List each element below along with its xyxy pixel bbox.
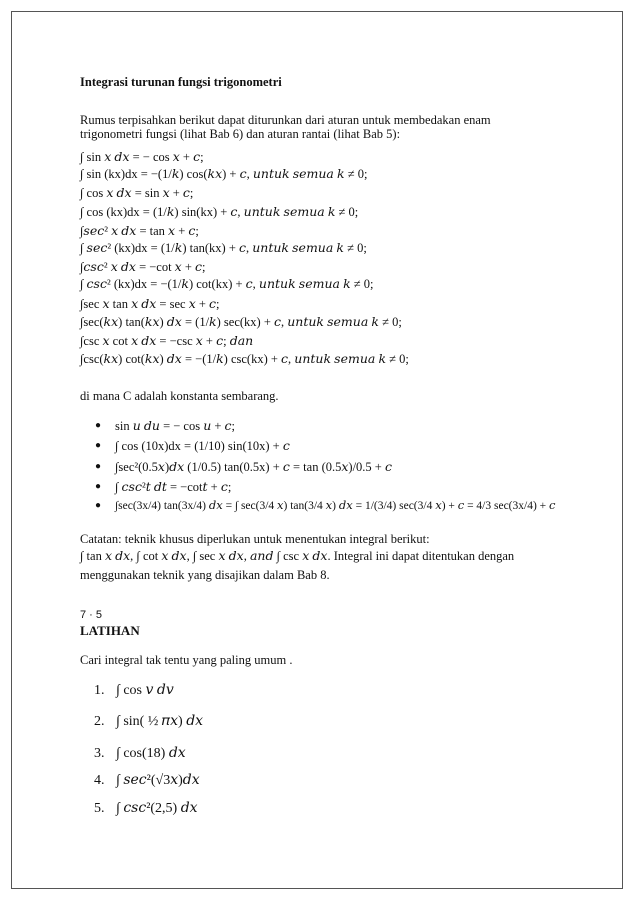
exercise-expression: ∫ cos(18) 𝑑𝑥 [116, 746, 186, 761]
formula-1: ∫ sin 𝑥 𝑑𝑥 = − cos 𝑥 + 𝑐; [80, 150, 204, 164]
constant-note: di mana C adalah konstanta sembarang. [80, 389, 279, 403]
exercise-number: 4. [94, 773, 105, 788]
exercise-1 [94, 682, 174, 699]
formula-4: ∫ cos (kx)dx = (1/𝑘) sin(kx) + 𝑐, 𝑢𝑛𝑡𝑢𝑘 𝑠𝑒𝑚𝑢𝑎 𝑘 ≠ 0; [80, 205, 359, 219]
formula-6: ∫ 𝑠𝑒𝑐² (kx)dx = (1/𝑘) tan(kx) + 𝑐, 𝑢𝑛𝑡𝑢𝑘 𝑠𝑒𝑚𝑢𝑎 𝑘 ≠ 0; [80, 241, 367, 255]
formula-9: ∫sec 𝑥 tan 𝑥 𝑑𝑥 = sec 𝑥 + 𝑐; [80, 297, 220, 311]
formula-11: ∫csc 𝑥 cot 𝑥 𝑑𝑥 = −csc 𝑥 + 𝑐; 𝑑𝑎𝑛 [80, 334, 254, 348]
intro-line-2: trigonometri fungsi (lihat Bab 6) dan aturan rantai (lihat Bab 5): [80, 127, 401, 141]
formula-2: ∫ sin (kx)dx = −(1/𝑘) cos(𝑘𝑥) + 𝑐, 𝑢𝑛𝑡𝑢𝑘 𝑠𝑒𝑚𝑢𝑎 𝑘 ≠ 0; [80, 167, 368, 181]
bullet-icon: ● [95, 420, 102, 431]
intro-line-1: Rumus terpisahkan berikut dapat diturunkan dari aturan untuk membedakan enam [80, 113, 491, 127]
bullet-icon: ● [95, 440, 102, 451]
example-2: ∫ cos (10x)dx = (1/10) sin(10x) + 𝑐 [115, 439, 290, 453]
note-line-3: menggunakan teknik yang disajikan dalam Bab 8. [80, 568, 330, 582]
exercise-expression: ∫ 𝑠𝑒𝑐²(√3𝑥)𝑑𝑥 [116, 773, 200, 788]
exercise-expression: ∫ sin( ½ 𝜋𝑥) 𝑑𝑥 [116, 714, 204, 729]
formula-5: ∫𝑠𝑒𝑐² 𝑥 𝑑𝑥 = tan 𝑥 + 𝑐; [80, 224, 199, 238]
formula-7: ∫𝑐𝑠𝑐² 𝑥 𝑑𝑥 = −cot 𝑥 + 𝑐; [80, 260, 206, 274]
exercise-expression: ∫ 𝑐𝑠𝑐²(2,5) 𝑑𝑥 [116, 801, 198, 816]
note-line-2: ∫ tan 𝑥 𝑑𝑥, ∫ cot 𝑥 𝑑𝑥, ∫ sec 𝑥 𝑑𝑥, 𝑎𝑛𝑑 ∫ csc 𝑥 𝑑𝑥. Integral ini dapat ditentukan dengan [80, 549, 515, 563]
exercise-number: 1. [94, 683, 105, 698]
exercise-number: 2. [94, 714, 105, 729]
bullet-icon: ● [95, 481, 102, 492]
bullet-icon: ● [95, 500, 102, 511]
latihan-title: LATIHAN [80, 623, 140, 638]
exercise-3 [94, 745, 186, 762]
formula-12: ∫csc(𝑘𝑥) cot(𝑘𝑥) 𝑑𝑥 = −(1/𝑘) csc(kx) + 𝑐, 𝑢𝑛𝑡𝑢𝑘 𝑠𝑒𝑚𝑢𝑎 𝑘 ≠ 0; [80, 352, 409, 366]
example-4: ∫ 𝑐𝑠𝑐²𝑡 𝑑𝑡 = −cot𝑡 + 𝑐; [115, 480, 232, 494]
exercise-4 [94, 772, 200, 789]
bullet-icon: ● [95, 461, 102, 472]
example-5: ∫sec(3x/4) tan(3x/4) 𝑑𝑥 = ∫ sec(3/4 𝑥) tan(3/4 𝑥) 𝑑𝑥 = 1/(3/4) sec(3/4 𝑥) + 𝑐 = 4/3 sec(3x/4) + 𝑐 [115, 500, 556, 512]
section-number: 7 · 5 [80, 609, 103, 621]
exercise-expression: ∫ cos 𝑣 𝑑𝑣 [116, 683, 174, 698]
exercise-number: 3. [94, 746, 105, 761]
exercise-2 [94, 713, 203, 730]
formula-10: ∫sec(𝑘𝑥) tan(𝑘𝑥) 𝑑𝑥 = (1/𝑘) sec(kx) + 𝑐, 𝑢𝑛𝑡𝑢𝑘 𝑠𝑒𝑚𝑢𝑎 𝑘 ≠ 0; [80, 315, 402, 329]
formula-3: ∫ cos 𝑥 𝑑𝑥 = sin 𝑥 + 𝑐; [80, 186, 194, 200]
formula-8: ∫ 𝑐𝑠𝑐² (kx)dx = −(1/𝑘) cot(kx) + 𝑐, 𝑢𝑛𝑡𝑢𝑘 𝑠𝑒𝑚𝑢𝑎 𝑘 ≠ 0; [80, 277, 374, 291]
exercise-number: 5. [94, 801, 105, 816]
note-line-1: Catatan: teknik khusus diperlukan untuk menentukan integral berikut: [80, 532, 430, 546]
latihan-instruction: Cari integral tak tentu yang paling umum . [80, 653, 293, 667]
example-3: ∫sec²(0.5𝑥)𝑑𝑥 (1/0.5) tan(0.5x) + 𝑐 = tan (0.5𝑥)/0.5 + 𝑐 [115, 460, 392, 474]
section-title: Integrasi turunan fungsi trigonometri [80, 75, 282, 89]
exercise-5 [94, 800, 198, 817]
example-1: sin 𝑢 𝑑𝑢 = − cos 𝑢 + 𝑐; [115, 419, 236, 433]
